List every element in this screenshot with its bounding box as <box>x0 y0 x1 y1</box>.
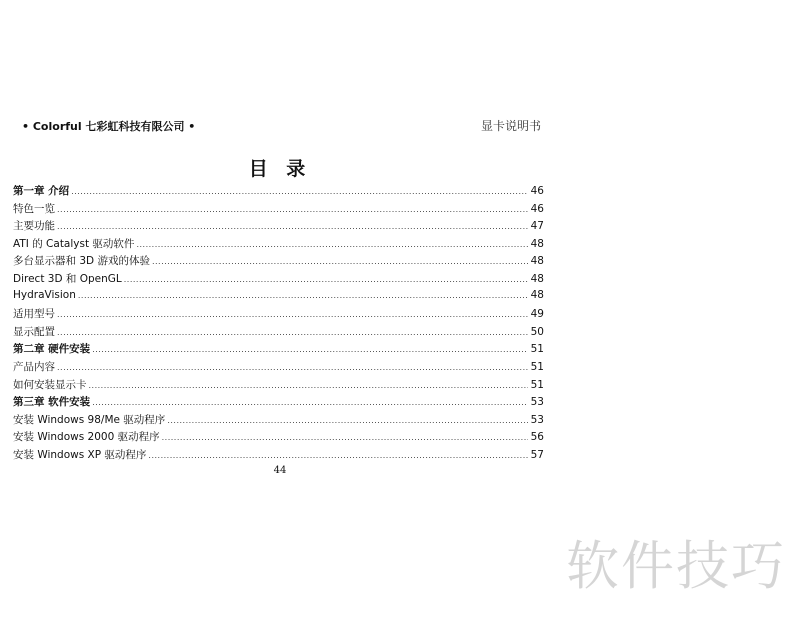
toc-entry-page: 53 <box>530 396 544 409</box>
toc-entry <box>13 218 544 236</box>
toc-entry-label: 适用型号 <box>13 308 55 321</box>
dot-leader <box>57 310 528 319</box>
dot-leader <box>57 363 528 372</box>
toc-entry-label: 产品内容 <box>13 360 55 373</box>
toc-entry <box>13 324 544 342</box>
dot-leader <box>71 187 528 196</box>
toc-entry-page: 56 <box>530 431 544 444</box>
dot-leader <box>124 275 528 284</box>
dot-leader <box>78 291 528 300</box>
toc-entry-label: 安装 Windows XP 驱动程序 <box>13 448 147 461</box>
toc-entry <box>13 394 544 412</box>
dot-leader <box>162 433 528 442</box>
dot-leader <box>148 451 528 460</box>
toc-entry-page: 53 <box>530 413 544 426</box>
toc-entry <box>13 253 544 271</box>
toc-entry <box>13 183 544 201</box>
toc-entry-page: 48 <box>530 288 544 301</box>
toc-entry <box>13 236 544 254</box>
toc-entry <box>13 447 544 465</box>
header-company: • Colorful 七彩虹科技有限公司 • <box>22 120 196 133</box>
dot-leader <box>136 240 528 249</box>
toc-entry <box>13 412 544 430</box>
toc-entry <box>13 201 544 219</box>
dot-leader <box>92 398 528 407</box>
page-number: 44 <box>273 465 287 476</box>
toc-entry-page: 57 <box>530 448 544 461</box>
toc-entry-page: 46 <box>530 202 544 215</box>
toc-entry-page: 48 <box>530 255 544 268</box>
toc-entry-page: 48 <box>530 272 544 285</box>
toc-entry-label: 如何安装显示卡 <box>13 378 87 391</box>
toc-entry <box>13 289 544 307</box>
dot-leader <box>92 345 528 354</box>
page-title: 目 录 <box>248 158 312 180</box>
toc-entry <box>13 377 544 395</box>
toc-entry-label: 安装 Windows 98/Me 驱动程序 <box>13 413 166 426</box>
header-doc-title: 显卡说明书 <box>481 119 542 133</box>
toc-entry-label: 第三章 软件安装 <box>13 396 91 409</box>
toc-entry-label: 第二章 硬件安装 <box>13 343 91 356</box>
toc-entry <box>13 359 544 377</box>
toc-entry-page: 51 <box>530 343 544 356</box>
dot-leader <box>167 416 528 425</box>
dot-leader <box>57 222 528 231</box>
toc-entry-page: 50 <box>530 325 544 338</box>
toc-entry <box>13 341 544 359</box>
toc-entry-label: 多台显示器和 3D 游戏的体验 <box>13 255 150 268</box>
toc-entry <box>13 429 544 447</box>
toc-entry <box>13 271 544 289</box>
toc-entry-label: ATI 的 Catalyst 驱动软件 <box>13 237 135 250</box>
dot-leader <box>57 328 528 337</box>
toc-entry-label: 安装 Windows 2000 驱动程序 <box>13 431 160 444</box>
toc-entry-page: 51 <box>530 378 544 391</box>
toc-entry-page: 47 <box>530 220 544 233</box>
dot-leader <box>57 205 528 214</box>
toc-entry-label: 第一章 介绍 <box>13 185 70 197</box>
toc-entry-page: 48 <box>530 237 544 250</box>
toc-entry-page: 46 <box>530 185 544 197</box>
toc-entry <box>13 306 544 324</box>
toc-entry-page: 49 <box>530 308 544 321</box>
watermark-text: 软件技巧 <box>566 536 786 597</box>
toc-entry-label: 特色一览 <box>13 202 55 215</box>
toc-entry-label: 显示配置 <box>13 325 55 338</box>
toc-entry-label: 主要功能 <box>13 220 55 233</box>
table-of-contents <box>13 183 544 465</box>
toc-entry-label: Direct 3D 和 OpenGL <box>13 272 122 285</box>
toc-entry-page: 51 <box>530 360 544 373</box>
toc-entry-label: HydraVision <box>13 288 76 301</box>
dot-leader <box>89 381 529 390</box>
dot-leader <box>152 257 528 266</box>
